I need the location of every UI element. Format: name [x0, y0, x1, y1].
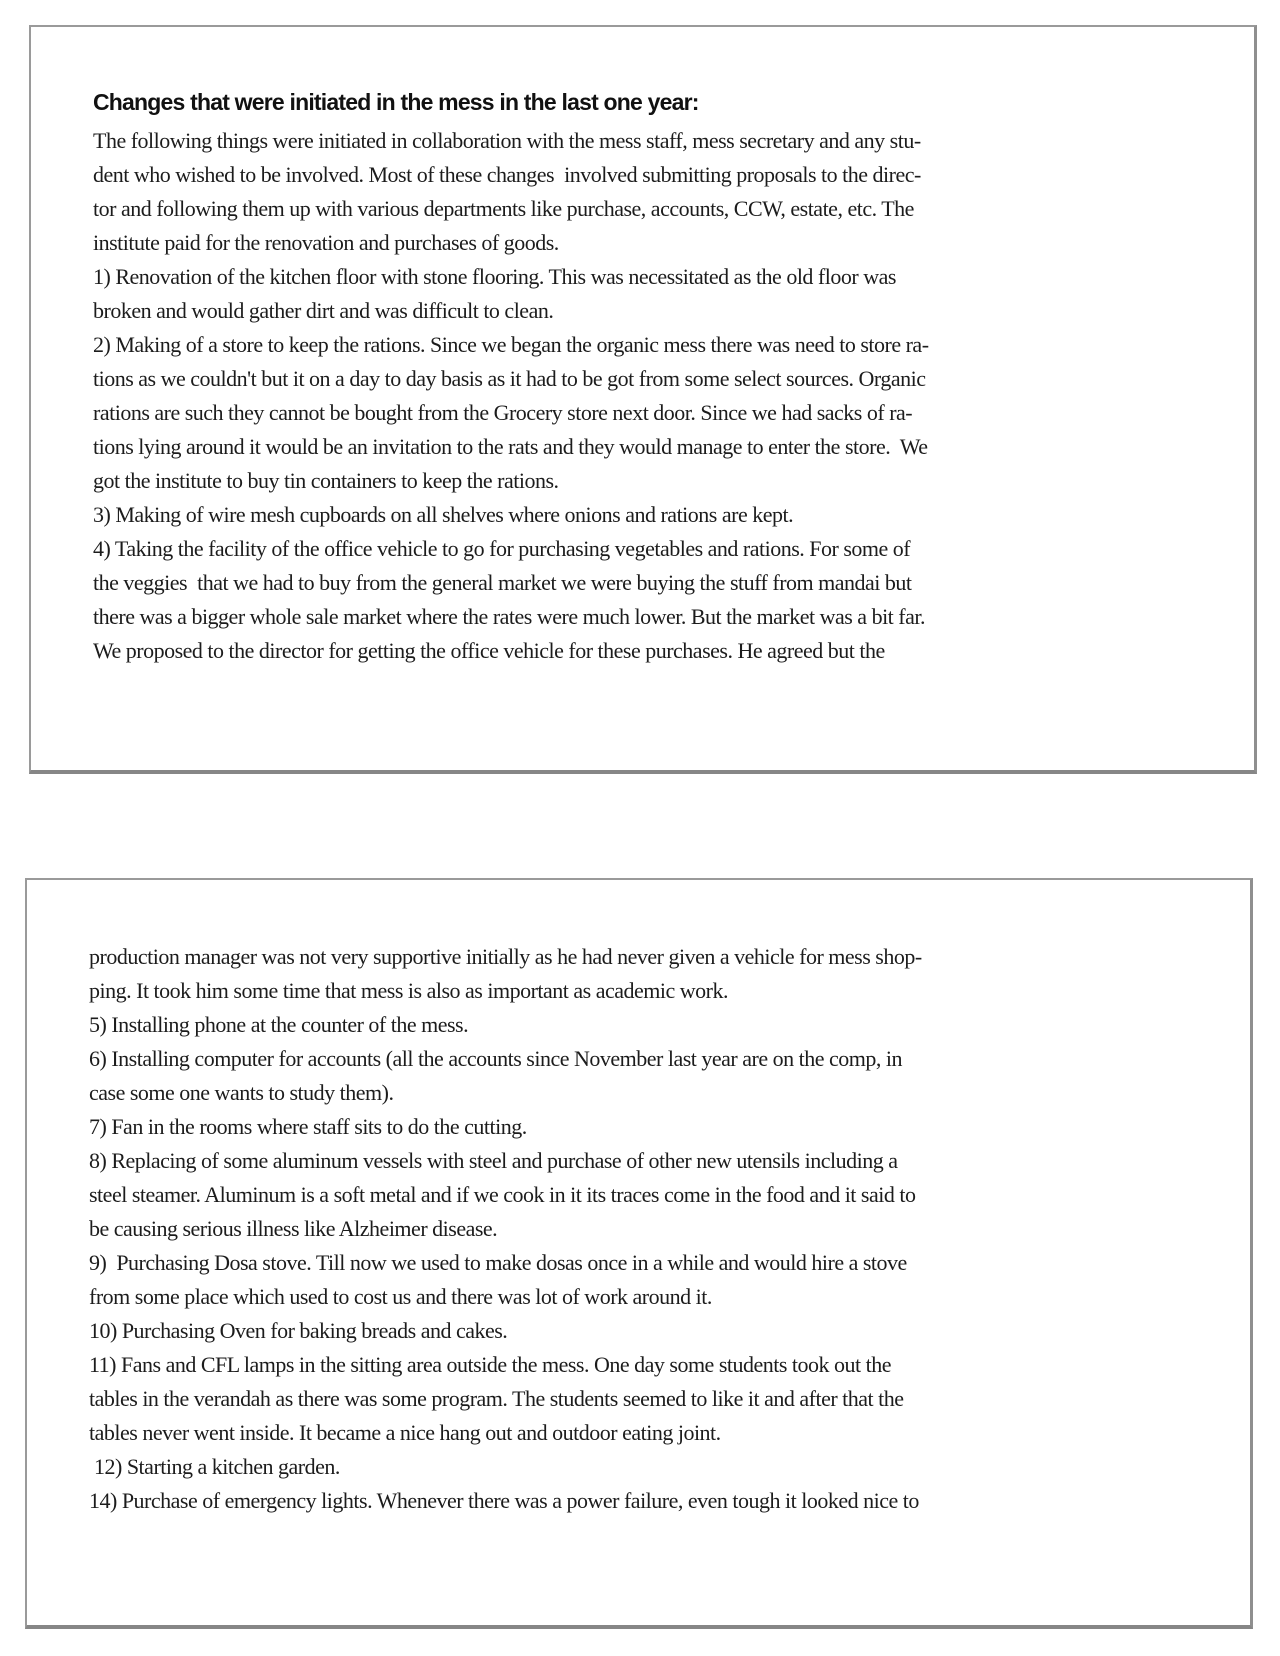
text-line: production manager was not very supportive initially as he had never given a vehicle for mess shop-	[89, 944, 922, 969]
text-line: rations are such they cannot be bought from the Grocery store next door. Since we had sacks of ra-	[93, 400, 913, 425]
text-line: We proposed to the director for getting the office vehicle for these purchases. He agreed but the	[93, 638, 885, 663]
text-line: 12) Starting a kitchen garden.	[89, 1454, 340, 1479]
text-line: steel steamer. Aluminum is a soft metal and if we cook in it its traces come in the food and it said to	[89, 1182, 916, 1207]
text-line: tions lying around it would be an invitation to the rats and they would manage to enter the store. We	[93, 434, 928, 459]
text-line: 5) Installing phone at the counter of the mess.	[89, 1012, 469, 1037]
text-line: case some one wants to study them).	[89, 1080, 394, 1105]
text-line: tables in the verandah as there was some program. The students seemed to like it and after that the	[89, 1386, 904, 1411]
text-line: 11) Fans and CFL lamps in the sitting area outside the mess. One day some students took out the	[89, 1352, 892, 1377]
text-line: institute paid for the renovation and purchases of goods.	[93, 230, 559, 255]
text-line: ping. It took him some time that mess is also as important as academic work.	[89, 978, 728, 1003]
text-line: 10) Purchasing Oven for baking breads and cakes.	[89, 1318, 508, 1343]
page-1-body-text	[93, 124, 1218, 668]
text-line: The following things were initiated in collaboration with the mess staff, mess secretary and any stu-	[93, 128, 921, 153]
text-line: tions as we couldn't but it on a day to day basis as it had to be got from some select sources. Organic	[93, 366, 926, 391]
text-line: be causing serious illness like Alzheimer disease.	[89, 1216, 498, 1241]
page-title: Changes that were initiated in the mess in the last one year:	[93, 89, 699, 115]
text-line: 4) Taking the facility of the office vehicle to go for purchasing vegetables and rations. For some of	[93, 536, 911, 561]
page-2-content	[27, 880, 1250, 1518]
page-1-content	[31, 27, 1254, 668]
text-line: there was a bigger whole sale market where the rates were much lower. But the market was a bit far.	[93, 604, 925, 629]
text-line: 8) Replacing of some aluminum vessels with steel and purchase of other new utensils including a	[89, 1148, 898, 1173]
document-page-1	[29, 25, 1257, 774]
text-line: 14) Purchase of emergency lights. Whenever there was a power failure, even tough it looked nice to	[89, 1488, 919, 1513]
text-line: 6) Installing computer for accounts (all the accounts since November last year are on the comp, in	[89, 1046, 902, 1071]
text-line: tables never went inside. It became a nice hang out and outdoor eating joint.	[89, 1420, 721, 1445]
text-line: from some place which used to cost us and there was lot of work around it.	[89, 1284, 712, 1309]
page-2-body-text	[89, 940, 1214, 1518]
text-line: got the institute to buy tin containers to keep the rations.	[93, 468, 559, 493]
text-line: 7) Fan in the rooms where staff sits to do the cutting.	[89, 1114, 527, 1139]
text-line: dent who wished to be involved. Most of these changes involved submitting proposals to the direc-	[93, 162, 921, 187]
text-line: 9) Purchasing Dosa stove. Till now we used to make dosas once in a while and would hire a stove	[89, 1250, 907, 1275]
text-line: 1) Renovation of the kitchen floor with stone flooring. This was necessitated as the old floor was	[93, 264, 896, 289]
text-line: the veggies that we had to buy from the general market we were buying the stuff from mandai but	[93, 570, 912, 595]
text-line: 2) Making of a store to keep the rations. Since we began the organic mess there was need to store ra-	[93, 332, 929, 357]
text-line: tor and following them up with various departments like purchase, accounts, CCW, estate, etc. The	[93, 196, 914, 221]
document-page-2	[25, 878, 1253, 1629]
text-line: 3) Making of wire mesh cupboards on all shelves where onions and rations are kept.	[93, 502, 794, 527]
text-line: broken and would gather dirt and was difficult to clean.	[93, 298, 554, 323]
